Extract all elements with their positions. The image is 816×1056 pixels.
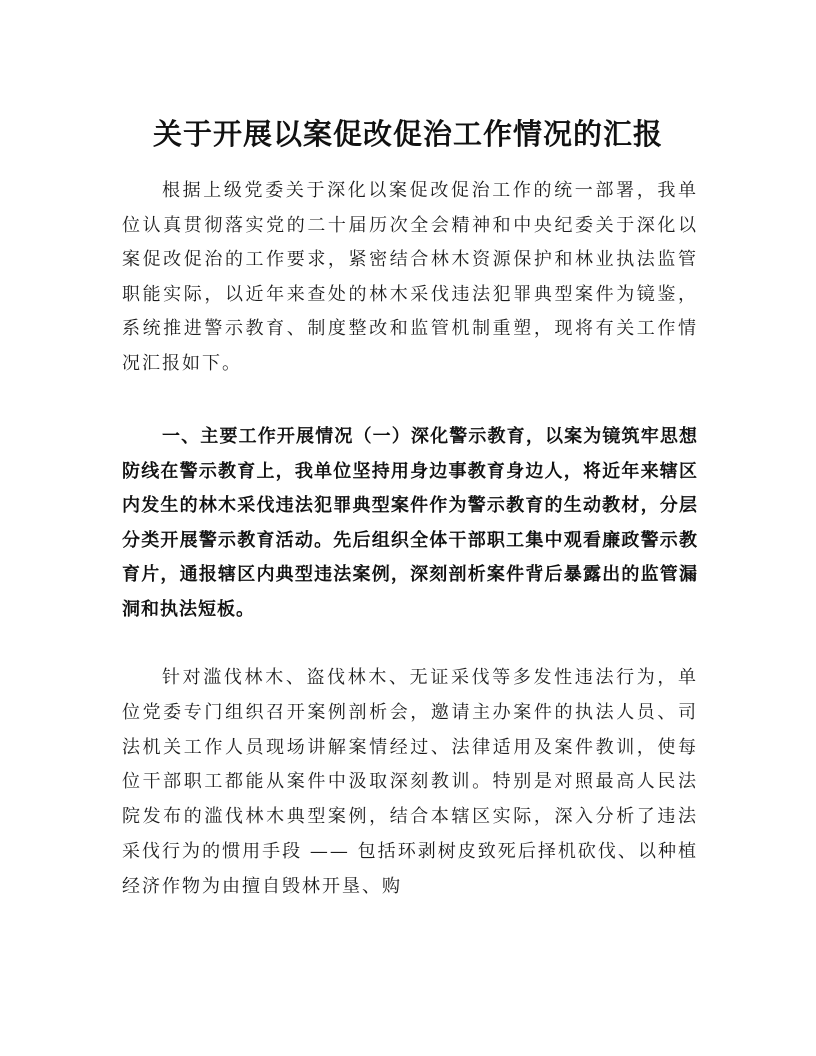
intro-paragraph: 根据上级党委关于深化以案促改促治工作的统一部署，我单位认真贯彻落实党的二十届历次全会精神和中央纪委关于深化以案促改促治的工作要求，紧密结合林木资源保护和林业执法监管职能实际，以近年来查处的林木采伐违法犯罪典型案件为镜鉴，系统推进警示教育、制度整改和监管机制重塑，现将有关工作情况汇报如下。 bbox=[122, 180, 698, 374]
document-title: 关于开展以案促改促治工作情况的汇报 bbox=[152, 117, 663, 151]
section-heading-paragraph: 一、主要工作开展情况（一）深化警示教育，以案为镜筑牢思想防线在警示教育上，我单位坚持用身边事教育身边人，将近年来辖区内发生的林木采伐违法犯罪典型案件作为警示教育的生动教材，分层分类开展警示教育活动。先后组织全体干部职工集中观看廉政警示教育片，通报辖区内典型违法案例，深刻剖析案件背后暴露出的监管漏洞和执法短板。 bbox=[122, 426, 698, 620]
body-paragraph: 针对滥伐林木、盗伐林木、无证采伐等多发性违法行为，单位党委专门组织召开案例剖析会，邀请主办案件的执法人员、司法机关工作人员现场讲解案情经过、法律适用及案件教训，使每位干部职工都能从案件中汲取深刻教训。特别是对照最高人民法院发布的滥伐林木典型案例，结合本辖区实际，深入分析了违法采伐行为的惯用手段 —— 包括环剥树皮致死后择机砍伐、以种植经济作物为由擅自毁林开垦、购 bbox=[122, 667, 698, 897]
